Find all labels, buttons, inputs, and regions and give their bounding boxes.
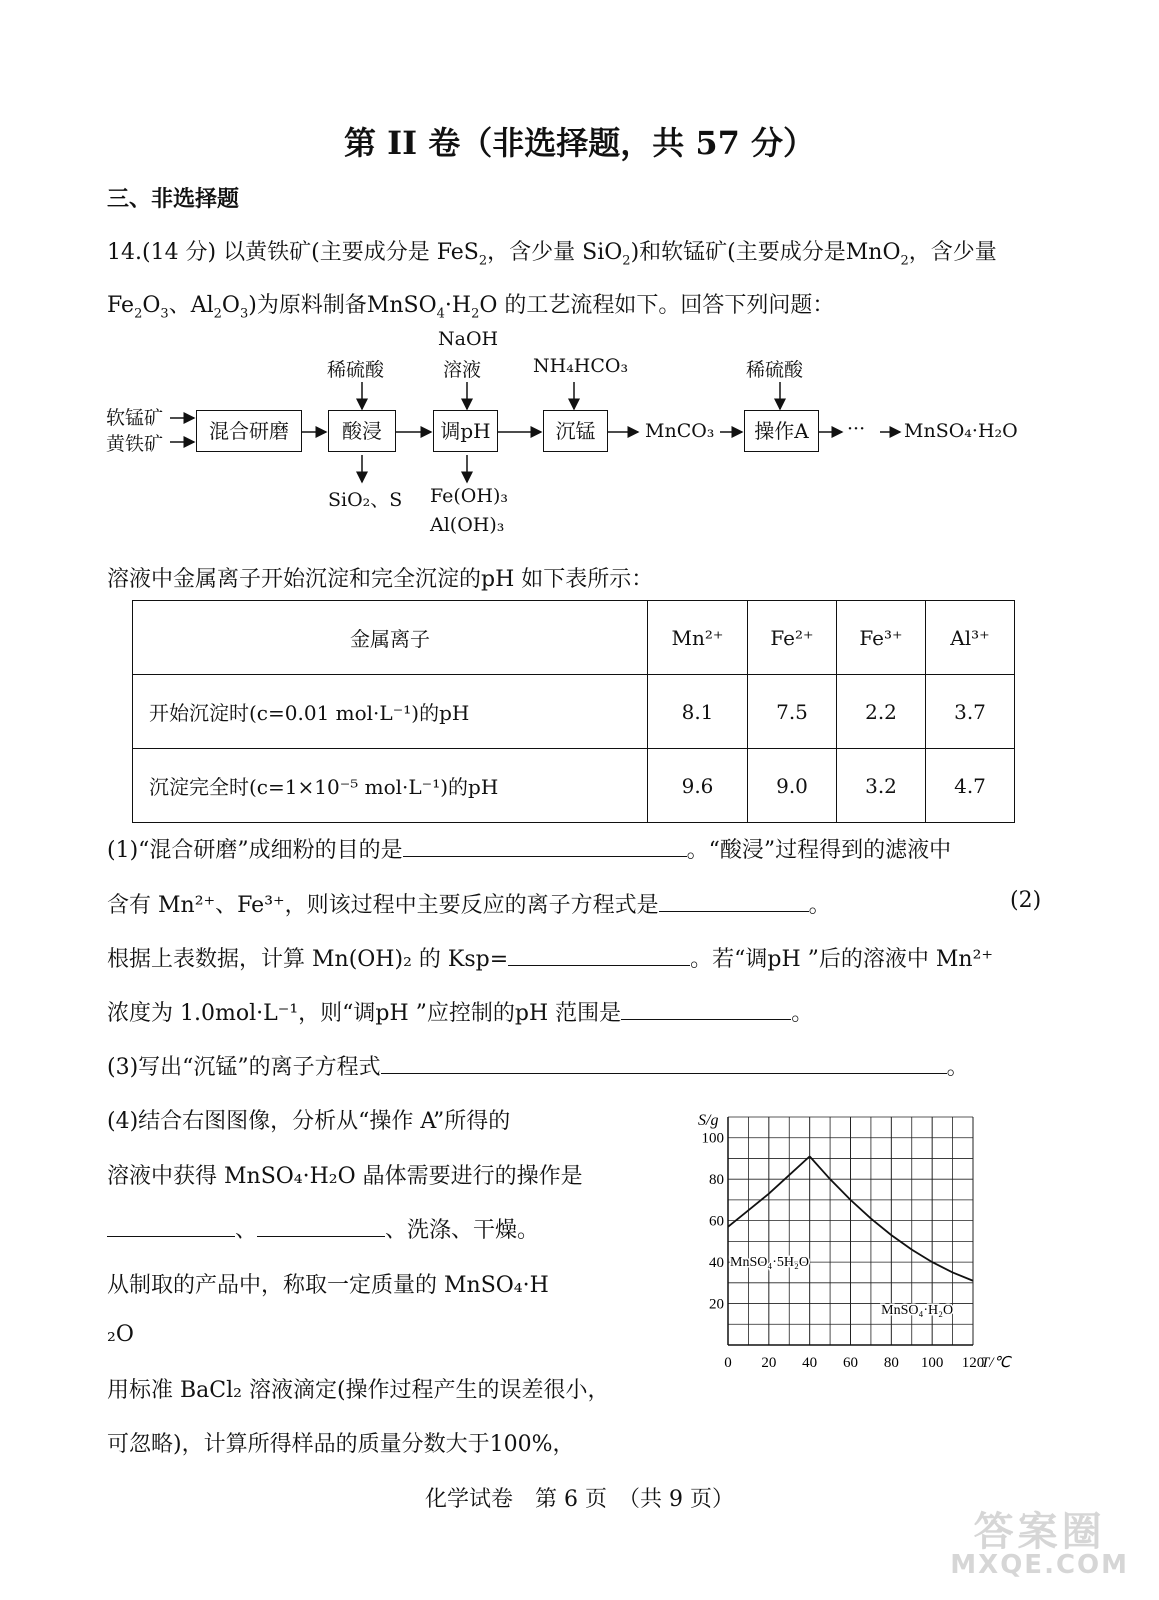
watermark: [950, 1509, 1129, 1580]
q4-line-6: 用标准 BaCl₂ 溶液滴定(操作过程产生的误差很小，: [107, 1378, 610, 1403]
y-tick-label: 20: [709, 1296, 724, 1313]
table-row: [133, 675, 1015, 749]
q4-line-1: (4)结合右图图像，分析从“操作 A”所得的: [107, 1109, 511, 1134]
table-cell: 3.7: [926, 675, 1015, 749]
q1-line: (1)“混合研磨”成细粉的目的是 。“酸浸”过程得到的滤液中: [107, 838, 952, 863]
row-label-complete: 沉淀完全时(c=1×10⁻⁵ mol·L⁻¹)的pH: [133, 749, 648, 823]
watermark-url: MXQE.COM: [950, 1550, 1129, 1580]
step-adjust-ph: 调pH: [433, 410, 498, 452]
process-flowchart: [100, 325, 1060, 550]
q3-line: (3)写出“沉锰”的离子方程式 。: [107, 1055, 969, 1080]
byproduct-feoh3: Fe(OH)₃: [430, 485, 508, 507]
q14-line-1: 14.(14 分) 以黄铁矿(主要成分是 FeS$_2$，含少量 SiO$_2$)和软锰矿(主要成分是MnO$_2$，含少量: [107, 240, 997, 269]
ion-mn2: Mn²⁺: [648, 601, 748, 675]
answer-blank[interactable]: [508, 947, 690, 966]
step-acid-leaching: 酸浸: [328, 410, 396, 452]
reagent-dilute-h2so4-1: 稀硫酸: [327, 359, 385, 381]
table-cell: 3.2: [837, 749, 926, 823]
step-operation-a: 操作A: [744, 410, 819, 452]
final-product: MnSO₄·H₂O: [904, 420, 1018, 442]
x-tick-label: 100: [920, 1355, 944, 1371]
y-tick-label: 80: [709, 1172, 724, 1189]
table-cell: 4.7: [926, 749, 1015, 823]
ion-fe3: Fe³⁺: [837, 601, 926, 675]
page-title: 第 II 卷（非选择题，共 57 分）: [343, 124, 816, 162]
series-label-2: MnSO₄·H₂O: [881, 1302, 954, 1318]
q2-number: (2): [1010, 888, 1042, 913]
q2-ksp-line: 根据上表数据，计算 Mn(OH)₂ 的 Ksp= 。若“调pH ”后的溶液中 Mn²⁺: [107, 947, 994, 972]
answer-blank[interactable]: [621, 1001, 791, 1020]
ph-table: [132, 600, 1015, 823]
y-tick-label: 40: [709, 1255, 724, 1272]
answer-blank[interactable]: [403, 838, 687, 857]
reagent-dilute-h2so4-2: 稀硫酸: [746, 359, 804, 381]
reagent-naoh: NaOH: [438, 328, 499, 350]
watermark-title: 答案圈: [973, 1509, 1106, 1555]
reagent-naoh-solution: 溶液: [443, 359, 482, 381]
byproduct-sio2-s: SiO₂、S: [328, 489, 403, 511]
byproduct-aloh3: Al(OH)₃: [430, 514, 505, 536]
answer-blank[interactable]: [257, 1218, 385, 1237]
answer-blank[interactable]: [107, 1218, 235, 1237]
row-label-start: 开始沉淀时(c=0.01 mol·L⁻¹)的pH: [133, 675, 648, 749]
page-footer: 化学试卷 第 6 页 （共 9 页）: [425, 1487, 734, 1512]
input-pyrolusite: 软锰矿: [106, 407, 164, 429]
header-metal-ion: 金属离子: [133, 601, 648, 675]
section-heading: 三、非选择题: [107, 186, 240, 212]
q4-line-2: 溶液中获得 MnSO₄·H₂O 晶体需要进行的操作是: [107, 1164, 583, 1189]
series-label-1: MnSO₄·5H₂O: [730, 1255, 810, 1271]
input-pyrite: 黄铁矿: [106, 433, 164, 455]
table-cell: 9.0: [748, 749, 837, 823]
q4-line-4: 从制取的产品中，称取一定质量的 MnSO₄·H: [107, 1273, 549, 1298]
y-axis-label: S/g: [698, 1112, 719, 1129]
q1-equation-line: 含有 Mn²⁺、Fe³⁺，则该过程中主要反应的离子方程式是 。: [107, 893, 831, 918]
intermediate-mnco3: MnCO₃: [645, 420, 715, 442]
q4-blanks-line: 、 、洗涤、干燥。: [107, 1213, 539, 1244]
solubility-chart: [690, 1105, 1035, 1375]
x-axis-label: T/℃: [981, 1355, 1011, 1371]
x-tick-label: 0: [724, 1355, 732, 1371]
ellipsis: ···: [847, 418, 866, 440]
y-tick-label: 100: [701, 1130, 724, 1147]
table-cell: 2.2: [837, 675, 926, 749]
q14-line-2: $Fe_2O_3$、$Al_2O_3$)为原料制备$MnSO_4\cdot H_2O$ 的工艺流程如下。回答下列问题：: [107, 293, 835, 322]
x-tick-label: 20: [761, 1355, 777, 1371]
answer-blank[interactable]: [381, 1055, 947, 1074]
y-tick-label: 60: [709, 1213, 724, 1230]
table-cell: 8.1: [648, 675, 748, 749]
x-tick-label: 80: [883, 1355, 899, 1371]
table-intro: 溶液中金属离子开始沉淀和完全沉淀的pH 如下表所示：: [107, 567, 654, 592]
table-row: [133, 749, 1015, 823]
q4-line-5: ₂O: [107, 1322, 134, 1347]
q2-ph-range-line: 浓度为 1.0mol·L⁻¹，则“调pH ”应控制的pH 范围是 。: [107, 1001, 814, 1026]
reagent-nh4hco3: NH₄HCO₃: [533, 355, 629, 377]
x-tick-label: 120: [961, 1355, 985, 1371]
table-cell: 7.5: [748, 675, 837, 749]
table-cell: 9.6: [648, 749, 748, 823]
chart-svg: [690, 1105, 1035, 1375]
q4-line-7: 可忽略)，计算所得样品的质量分数大于100%，: [107, 1432, 575, 1457]
ion-fe2: Fe²⁺: [748, 601, 837, 675]
table-header-row: [133, 601, 1015, 675]
x-tick-label: 60: [843, 1355, 858, 1371]
x-tick-label: 40: [802, 1355, 818, 1371]
step-mn-precipitation: 沉锰: [543, 410, 608, 452]
step-mixed-grinding: 混合研磨: [196, 410, 302, 452]
ion-al3: Al³⁺: [926, 601, 1015, 675]
answer-blank[interactable]: [659, 893, 809, 912]
